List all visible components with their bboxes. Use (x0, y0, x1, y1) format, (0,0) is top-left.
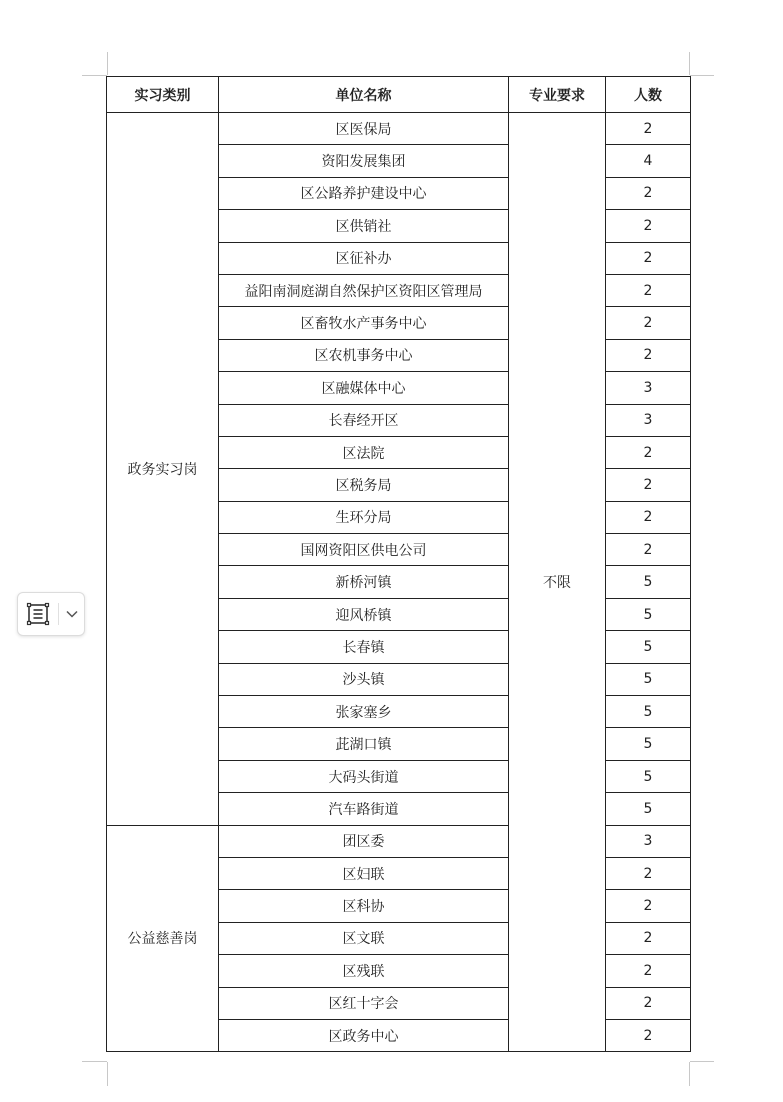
unit-name-cell: 新桥河镇 (219, 566, 509, 598)
count-cell: 5 (606, 663, 691, 695)
count-cell: 2 (606, 469, 691, 501)
count-cell: 4 (606, 145, 691, 177)
unit-name-cell: 区科协 (219, 890, 509, 922)
crop-mark (107, 52, 108, 75)
category-cell: 公益慈善岗 (107, 825, 219, 1052)
unit-name-cell: 区公路养护建设中心 (219, 177, 509, 209)
count-cell: 2 (606, 922, 691, 954)
count-cell: 2 (606, 210, 691, 242)
unit-name-cell: 区供销社 (219, 210, 509, 242)
count-cell: 3 (606, 404, 691, 436)
unit-name-cell: 生环分局 (219, 501, 509, 533)
count-cell: 2 (606, 857, 691, 889)
count-cell: 2 (606, 890, 691, 922)
count-cell: 2 (606, 113, 691, 145)
unit-name-cell: 迎风桥镇 (219, 598, 509, 630)
count-cell: 5 (606, 631, 691, 663)
crop-mark (82, 75, 107, 76)
unit-name-cell: 区法院 (219, 436, 509, 468)
count-cell: 5 (606, 696, 691, 728)
header-category: 实习类别 (107, 77, 219, 113)
unit-name-cell: 区税务局 (219, 469, 509, 501)
table-layout-icon[interactable] (18, 593, 58, 635)
count-cell: 2 (606, 242, 691, 274)
header-requirement: 专业要求 (509, 77, 606, 113)
count-cell: 2 (606, 307, 691, 339)
crop-mark (690, 1061, 714, 1062)
unit-name-cell: 团区委 (219, 825, 509, 857)
unit-name-cell: 区红十字会 (219, 987, 509, 1019)
count-cell: 2 (606, 339, 691, 371)
table-body (107, 113, 691, 1052)
count-cell: 5 (606, 728, 691, 760)
unit-name-cell: 沙头镇 (219, 663, 509, 695)
count-cell: 3 (606, 825, 691, 857)
crop-mark (107, 1062, 108, 1086)
count-cell: 3 (606, 372, 691, 404)
category-cell: 政务实习岗 (107, 113, 219, 826)
crop-mark (689, 52, 690, 75)
count-cell: 2 (606, 501, 691, 533)
crop-mark (82, 1061, 107, 1062)
unit-name-cell: 区医保局 (219, 113, 509, 145)
count-cell: 5 (606, 760, 691, 792)
unit-name-cell: 长春镇 (219, 631, 509, 663)
unit-name-cell: 区农机事务中心 (219, 339, 509, 371)
count-cell: 2 (606, 1019, 691, 1051)
header-unit-name: 单位名称 (219, 77, 509, 113)
unit-name-cell: 区畜牧水产事务中心 (219, 307, 509, 339)
crop-mark (690, 75, 714, 76)
unit-name-cell: 区残联 (219, 955, 509, 987)
count-cell: 5 (606, 793, 691, 825)
unit-name-cell: 汽车路街道 (219, 793, 509, 825)
unit-name-cell: 区融媒体中心 (219, 372, 509, 404)
unit-name-cell: 资阳发展集团 (219, 145, 509, 177)
unit-name-cell: 区妇联 (219, 857, 509, 889)
header-row (107, 77, 691, 113)
count-cell: 2 (606, 436, 691, 468)
crop-mark (689, 1062, 690, 1086)
count-cell: 5 (606, 598, 691, 630)
count-cell: 5 (606, 566, 691, 598)
unit-name-cell: 长春经开区 (219, 404, 509, 436)
chevron-down-icon[interactable] (59, 593, 84, 635)
unit-name-cell: 茈湖口镇 (219, 728, 509, 760)
count-cell: 2 (606, 534, 691, 566)
table-tool-button[interactable] (17, 592, 85, 636)
table-row (107, 113, 691, 145)
internship-table (106, 76, 691, 1052)
requirement-cell: 不限 (509, 113, 606, 1052)
unit-name-cell: 区政务中心 (219, 1019, 509, 1051)
unit-name-cell: 益阳南洞庭湖自然保护区资阳区管理局 (219, 274, 509, 306)
count-cell: 2 (606, 955, 691, 987)
unit-name-cell: 张家塞乡 (219, 696, 509, 728)
count-cell: 2 (606, 987, 691, 1019)
count-cell: 2 (606, 177, 691, 209)
unit-name-cell: 区征补办 (219, 242, 509, 274)
unit-name-cell: 国网资阳区供电公司 (219, 534, 509, 566)
header-count: 人数 (606, 77, 691, 113)
unit-name-cell: 大码头街道 (219, 760, 509, 792)
count-cell: 2 (606, 274, 691, 306)
unit-name-cell: 区文联 (219, 922, 509, 954)
